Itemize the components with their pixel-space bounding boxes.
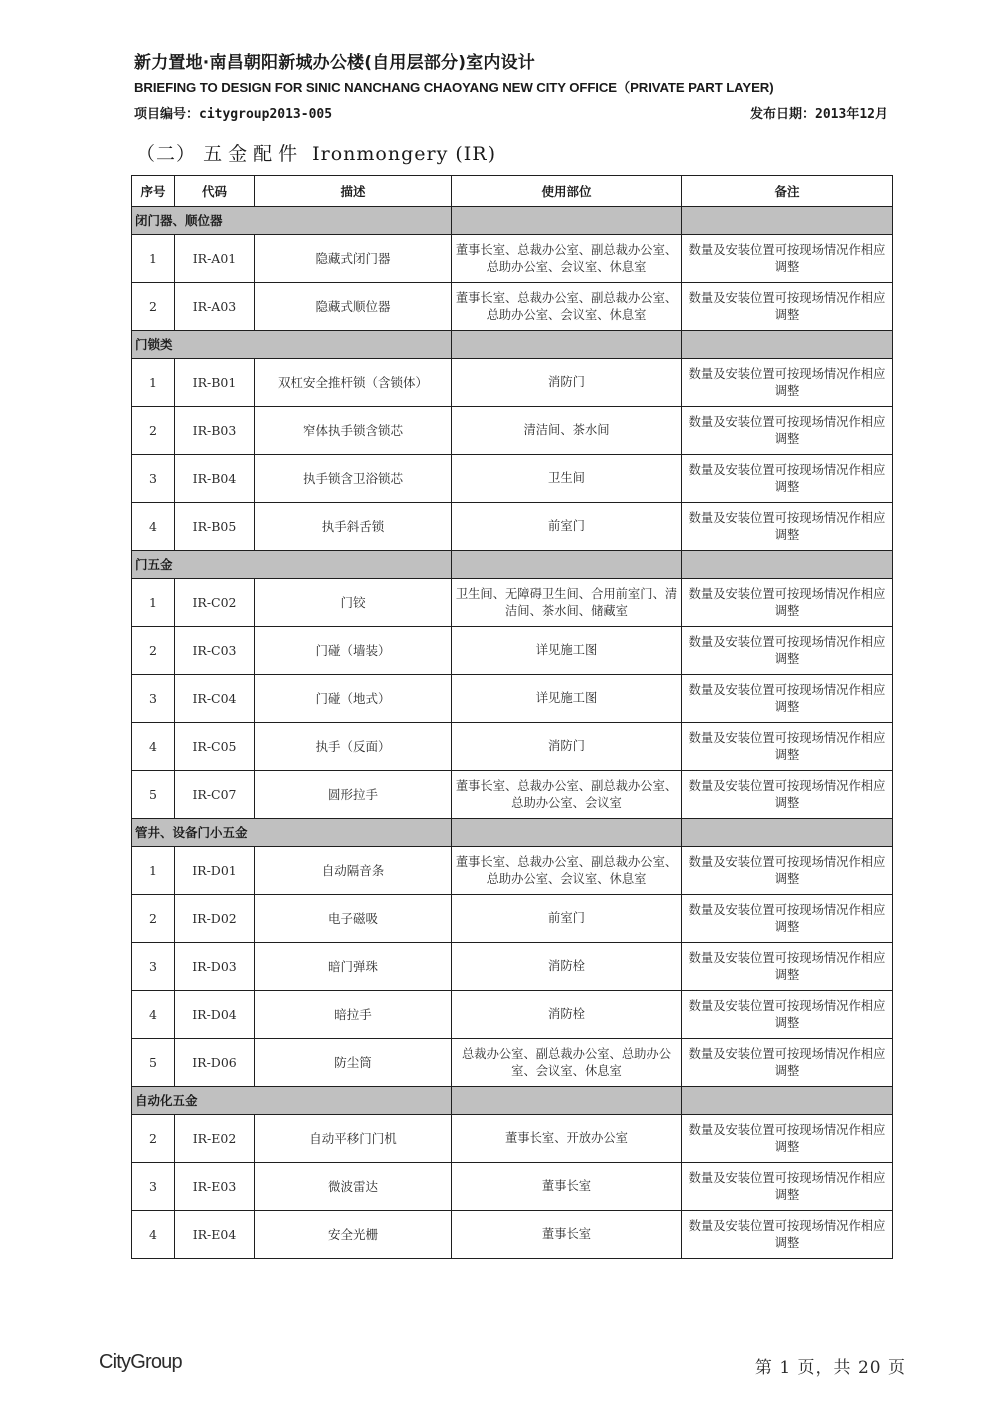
item-description: 双杠安全推杆锁（含锁体） xyxy=(255,359,452,407)
item-remarks: 数量及安装位置可按现场情况作相应调整 xyxy=(682,1039,893,1087)
item-code: IR-C02 xyxy=(175,579,255,627)
item-number: 2 xyxy=(132,283,175,331)
item-remarks: 数量及安装位置可按现场情况作相应调整 xyxy=(682,1211,893,1259)
item-code: IR-E02 xyxy=(175,1115,255,1163)
item-code: IR-B04 xyxy=(175,455,255,503)
table-row xyxy=(132,847,893,895)
item-code: IR-C05 xyxy=(175,723,255,771)
item-description: 执手（反面） xyxy=(255,723,452,771)
item-location: 消防门 xyxy=(452,359,682,407)
project-number: 项目编号：citygroup2013-005 xyxy=(134,107,333,122)
group-empty-cell xyxy=(682,819,893,847)
item-number: 1 xyxy=(132,579,175,627)
group-empty-cell xyxy=(682,1087,893,1115)
item-code: IR-E03 xyxy=(175,1163,255,1211)
table-row xyxy=(132,579,893,627)
column-header-description: 描述 xyxy=(255,176,452,207)
table-row xyxy=(132,235,893,283)
item-remarks: 数量及安装位置可按现场情况作相应调整 xyxy=(682,847,893,895)
item-location: 董事长室、总裁办公室、副总裁办公室、总助办公室、会议室 xyxy=(452,771,682,819)
item-description: 隐藏式顺位器 xyxy=(255,283,452,331)
group-empty-cell xyxy=(682,551,893,579)
item-remarks: 数量及安装位置可按现场情况作相应调整 xyxy=(682,407,893,455)
section-title-cn: 五金配件 xyxy=(203,143,304,165)
item-remarks: 数量及安装位置可按现场情况作相应调整 xyxy=(682,235,893,283)
group-empty-cell xyxy=(452,551,682,579)
item-description: 暗拉手 xyxy=(255,991,452,1039)
item-remarks: 数量及安装位置可按现场情况作相应调整 xyxy=(682,503,893,551)
group-name: 门五金 xyxy=(132,551,452,579)
group-empty-cell xyxy=(452,819,682,847)
column-header-remarks: 备注 xyxy=(682,176,893,207)
item-code: IR-A01 xyxy=(175,235,255,283)
item-remarks: 数量及安装位置可按现场情况作相应调整 xyxy=(682,895,893,943)
item-location: 前室门 xyxy=(452,503,682,551)
item-location: 详见施工图 xyxy=(452,627,682,675)
group-row xyxy=(132,819,893,847)
table-row xyxy=(132,771,893,819)
item-location: 董事长室 xyxy=(452,1211,682,1259)
item-remarks: 数量及安装位置可按现场情况作相应调整 xyxy=(682,675,893,723)
item-code: IR-B03 xyxy=(175,407,255,455)
document-meta xyxy=(134,103,888,122)
item-description: 自动平移门门机 xyxy=(255,1115,452,1163)
item-description: 门铰 xyxy=(255,579,452,627)
group-empty-cell xyxy=(682,331,893,359)
table-row xyxy=(132,455,893,503)
group-empty-cell xyxy=(682,207,893,235)
group-row xyxy=(132,207,893,235)
item-code: IR-E04 xyxy=(175,1211,255,1259)
item-number: 4 xyxy=(132,1211,175,1259)
item-code: IR-D06 xyxy=(175,1039,255,1087)
item-location: 董事长室 xyxy=(452,1163,682,1211)
group-name: 门锁类 xyxy=(132,331,452,359)
group-empty-cell xyxy=(452,1087,682,1115)
item-number: 2 xyxy=(132,627,175,675)
item-number: 2 xyxy=(132,407,175,455)
group-row xyxy=(132,1087,893,1115)
item-number: 1 xyxy=(132,359,175,407)
item-code: IR-C03 xyxy=(175,627,255,675)
item-location: 消防门 xyxy=(452,723,682,771)
item-description: 执手锁含卫浴锁芯 xyxy=(255,455,452,503)
group-row xyxy=(132,331,893,359)
item-description: 窄体执手锁含锁芯 xyxy=(255,407,452,455)
group-name: 闭门器、顺位器 xyxy=(132,207,452,235)
table-row xyxy=(132,675,893,723)
table-row xyxy=(132,283,893,331)
item-code: IR-D01 xyxy=(175,847,255,895)
item-code: IR-D02 xyxy=(175,895,255,943)
release-date: 发布日期：2013年12月 xyxy=(750,107,888,122)
item-location: 前室门 xyxy=(452,895,682,943)
item-description: 安全光栅 xyxy=(255,1211,452,1259)
column-header-location: 使用部位 xyxy=(452,176,682,207)
item-description: 门碰（墙装） xyxy=(255,627,452,675)
table-row xyxy=(132,503,893,551)
item-code: IR-A03 xyxy=(175,283,255,331)
item-number: 4 xyxy=(132,723,175,771)
item-location: 董事长室、总裁办公室、副总裁办公室、总助办公室、会议室、休息室 xyxy=(452,283,682,331)
group-name: 管井、设备门小五金 xyxy=(132,819,452,847)
group-name: 自动化五金 xyxy=(132,1087,452,1115)
item-remarks: 数量及安装位置可按现场情况作相应调整 xyxy=(682,1163,893,1211)
item-location: 总裁办公室、副总裁办公室、总助办公室、会议室、休息室 xyxy=(452,1039,682,1087)
item-location: 董事长室、开放办公室 xyxy=(452,1115,682,1163)
item-remarks: 数量及安装位置可按现场情况作相应调整 xyxy=(682,455,893,503)
table-body xyxy=(132,207,893,1259)
item-code: IR-B01 xyxy=(175,359,255,407)
table-row xyxy=(132,1039,893,1087)
item-number: 2 xyxy=(132,895,175,943)
item-description: 自动隔音条 xyxy=(255,847,452,895)
table-row xyxy=(132,1163,893,1211)
item-location: 消防栓 xyxy=(452,943,682,991)
item-remarks: 数量及安装位置可按现场情况作相应调整 xyxy=(682,283,893,331)
item-remarks: 数量及安装位置可按现场情况作相应调整 xyxy=(682,991,893,1039)
item-description: 暗门弹珠 xyxy=(255,943,452,991)
item-number: 4 xyxy=(132,503,175,551)
item-remarks: 数量及安装位置可按现场情况作相应调整 xyxy=(682,771,893,819)
item-location: 卫生间、无障碍卫生间、合用前室门、清洁间、茶水间、储藏室 xyxy=(452,579,682,627)
item-code: IR-C04 xyxy=(175,675,255,723)
group-empty-cell xyxy=(452,331,682,359)
section-prefix: （二） xyxy=(136,143,197,165)
table-header-row xyxy=(132,176,893,207)
citygroup-logo: CityGroup xyxy=(99,1351,182,1373)
item-number: 5 xyxy=(132,771,175,819)
table-row xyxy=(132,627,893,675)
table-row xyxy=(132,1115,893,1163)
item-location: 卫生间 xyxy=(452,455,682,503)
item-description: 防尘筒 xyxy=(255,1039,452,1087)
document-title-cn: 新力置地·南昌朝阳新城办公楼(自用层部分)室内设计 xyxy=(134,53,535,73)
table-row xyxy=(132,943,893,991)
document-title-en: BRIEFING TO DESIGN FOR SINIC NANCHANG CHAOYANG NEW CITY OFFICE（PRIVATE PART LAYER) xyxy=(134,80,774,95)
item-description: 执手斜舌锁 xyxy=(255,503,452,551)
ironmongery-table xyxy=(131,175,893,1259)
item-description: 电子磁吸 xyxy=(255,895,452,943)
item-number: 4 xyxy=(132,991,175,1039)
table-row xyxy=(132,1211,893,1259)
item-remarks: 数量及安装位置可按现场情况作相应调整 xyxy=(682,1115,893,1163)
item-remarks: 数量及安装位置可按现场情况作相应调整 xyxy=(682,627,893,675)
item-number: 2 xyxy=(132,1115,175,1163)
item-location: 消防栓 xyxy=(452,991,682,1039)
item-location: 清洁间、茶水间 xyxy=(452,407,682,455)
item-description: 圆形拉手 xyxy=(255,771,452,819)
item-number: 3 xyxy=(132,455,175,503)
item-description: 微波雷达 xyxy=(255,1163,452,1211)
item-remarks: 数量及安装位置可按现场情况作相应调整 xyxy=(682,359,893,407)
item-remarks: 数量及安装位置可按现场情况作相应调整 xyxy=(682,723,893,771)
item-number: 3 xyxy=(132,943,175,991)
item-location: 详见施工图 xyxy=(452,675,682,723)
item-location: 董事长室、总裁办公室、副总裁办公室、总助办公室、会议室、休息室 xyxy=(452,235,682,283)
table-row xyxy=(132,895,893,943)
table-row xyxy=(132,407,893,455)
item-remarks: 数量及安装位置可按现场情况作相应调整 xyxy=(682,579,893,627)
item-number: 1 xyxy=(132,847,175,895)
item-code: IR-B05 xyxy=(175,503,255,551)
page-number: 第 1 页，共 20 页 xyxy=(754,1358,906,1378)
item-remarks: 数量及安装位置可按现场情况作相应调整 xyxy=(682,943,893,991)
group-row xyxy=(132,551,893,579)
column-header-no: 序号 xyxy=(132,176,175,207)
item-code: IR-D03 xyxy=(175,943,255,991)
section-title xyxy=(136,139,496,166)
column-header-code: 代码 xyxy=(175,176,255,207)
item-number: 3 xyxy=(132,1163,175,1211)
table-row xyxy=(132,723,893,771)
item-number: 1 xyxy=(132,235,175,283)
item-code: IR-D04 xyxy=(175,991,255,1039)
table-row xyxy=(132,991,893,1039)
item-description: 门碰（地式） xyxy=(255,675,452,723)
item-description: 隐藏式闭门器 xyxy=(255,235,452,283)
section-title-en: Ironmongery (IR) xyxy=(312,143,496,165)
item-number: 5 xyxy=(132,1039,175,1087)
item-code: IR-C07 xyxy=(175,771,255,819)
group-empty-cell xyxy=(452,207,682,235)
item-number: 3 xyxy=(132,675,175,723)
table-row xyxy=(132,359,893,407)
item-location: 董事长室、总裁办公室、副总裁办公室、总助办公室、会议室、休息室 xyxy=(452,847,682,895)
